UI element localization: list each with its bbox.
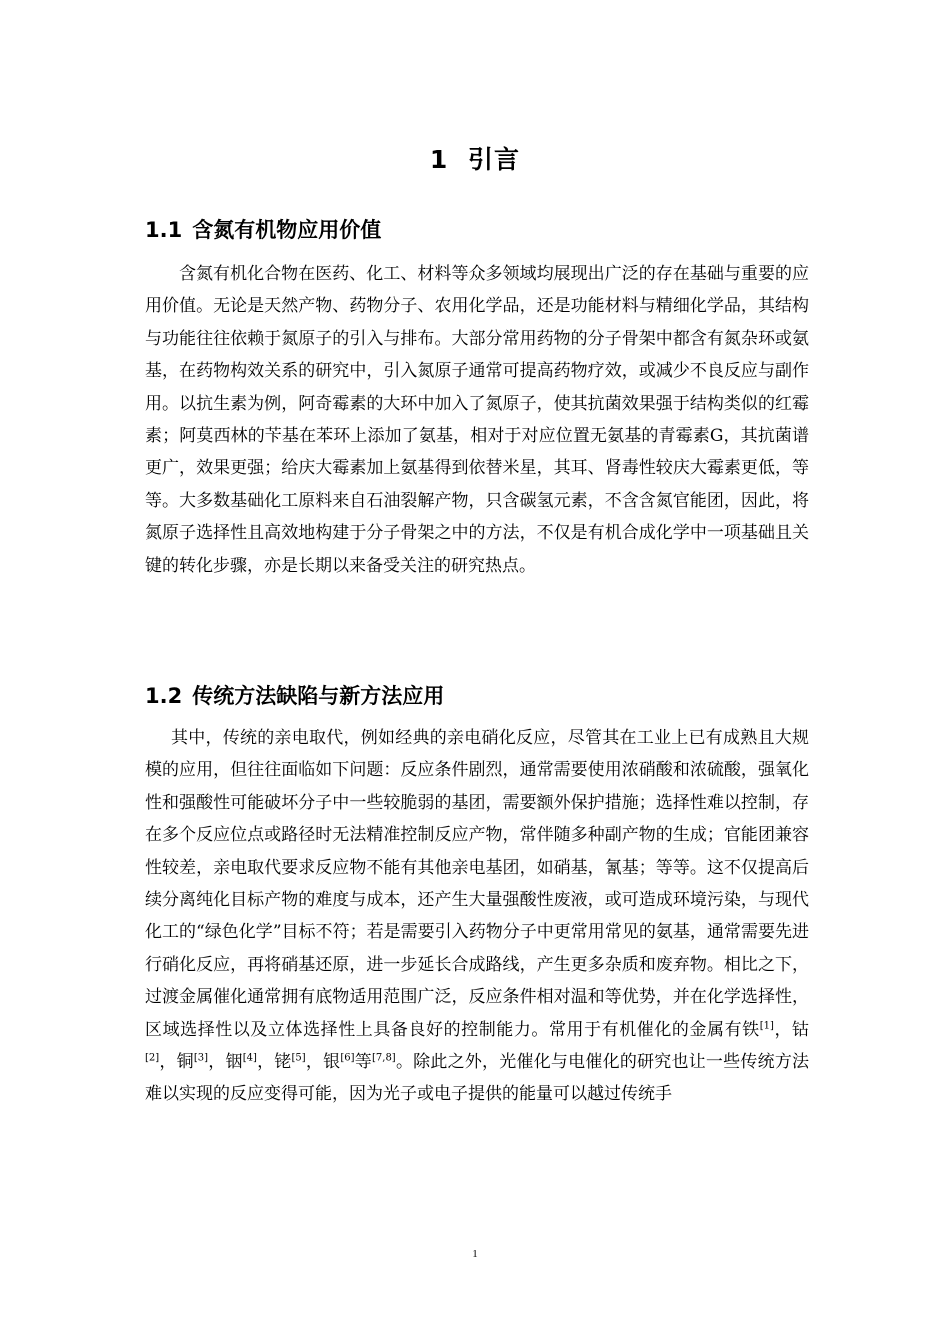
section-title: 传统方法缺陷与新方法应用 — [192, 684, 445, 708]
section-heading-1-2 — [145, 680, 815, 712]
section-number: 1.1 — [145, 218, 183, 242]
paragraph-text: ，钴 — [773, 1019, 810, 1040]
chapter-title-text: 引言 — [468, 145, 521, 174]
section-heading-1-1 — [145, 214, 815, 246]
citation-ref: [3] — [193, 1052, 209, 1064]
paragraph-text: ，铟 — [208, 1052, 243, 1073]
paragraph-text: ，银 — [305, 1052, 341, 1073]
section-number: 1.2 — [145, 684, 183, 708]
citation-ref: [1] — [759, 1020, 774, 1031]
citation-ref: [4] — [242, 1052, 257, 1064]
citation-ref: [5] — [291, 1052, 306, 1064]
paragraph-text: 其中，传统的亲电取代，例如经典的亲电硝化反应，尽管其在工业上已有成熟且大规模的应用，但往往面临如下问题：反应条件剧烈，通常需要使用浓硝酸和浓硫酸，强氧化性和强酸性可能破坏分子中一些较脆弱的基团，需要额外保护措施；选择性难以控制，存在多个反应位点或路径时无法精准控制反应产物，常伴随多种副产物的生成；官能团兼容性较差，亲电取代要求反应物不能有其他亲电基团，如硝基，氰基；等等。这不仅提高后续分离纯化目标产物的难度与成本，还产生大量强酸性废液，或可造成环境污染，与现代化工的“绿色化学”目标不符；若是需要引入药物分子中更常用常见的氨基，通常需要先进行硝化反应，再将硝基还原，进一步延长合成路线，产生更多杂质和废弃物。相比之下，过渡金属催化通常拥有底物适用范围广泛，反应条件相对温和等优势，并在化学选择性，区域选择性以及立体选择性上具备良好的控制能力。常用于有机催化的金属有铁 — [145, 728, 809, 1040]
citation-ref: [2] — [145, 1052, 160, 1064]
paragraph-text: 等 — [354, 1052, 372, 1073]
paragraph-1-2 — [145, 722, 809, 1111]
chapter-title — [0, 140, 950, 180]
section-title: 含氮有机物应用价值 — [192, 218, 382, 242]
paragraph-1-1: 含氮有机化合物在医药、化工、材料等众多领域均展现出广泛的存在基础与重要的应用价值。无论是天然产物、药物分子、农用化学品，还是功能材料与精细化学品，其结构与功能往往依赖于氮原子的引入与排布。大部分常用药物的分子骨架中都含有氮杂环或氨基，在药物构效关系的研究中，引入氮原子通常可提高药物疗效，或减少不良反应与副作用。以抗生素为例，阿奇霉素的大环中加入了氮原子，使其抗菌效果强于结构类似的红霉素；阿莫西林的苄基在苯环上添加了氨基，相对于对应位置无氨基的青霉素G，其抗菌谱更广，效果更强；给庆大霉素加上氨基得到依替米星，其耳、肾毒性较庆大霉素更低，等等。大多数基础化工原料来自石油裂解产物，只含碳氢元素，不含含氮官能团，因此，将氮原子选择性且高效地构建于分子骨架之中的方法，不仅是有机合成化学中一项基础且关键的转化步骤，亦是长期以来备受关注的研究热点。 — [145, 264, 809, 576]
page-number: 1 — [472, 1248, 478, 1260]
paragraph-text: 。除此之外，光催化与电催化的研究也让一些传统方法难以实现的反应变得可能，因为光子或电子提供的能量可以越过传统手 — [145, 1052, 810, 1105]
chapter-number: 1 — [429, 145, 449, 174]
citation-ref: [7,8] — [372, 1052, 396, 1064]
paragraph-text: ，铜 — [159, 1052, 194, 1073]
citation-ref: [6] — [340, 1052, 355, 1064]
paragraph-text: ，铑 — [256, 1052, 292, 1073]
